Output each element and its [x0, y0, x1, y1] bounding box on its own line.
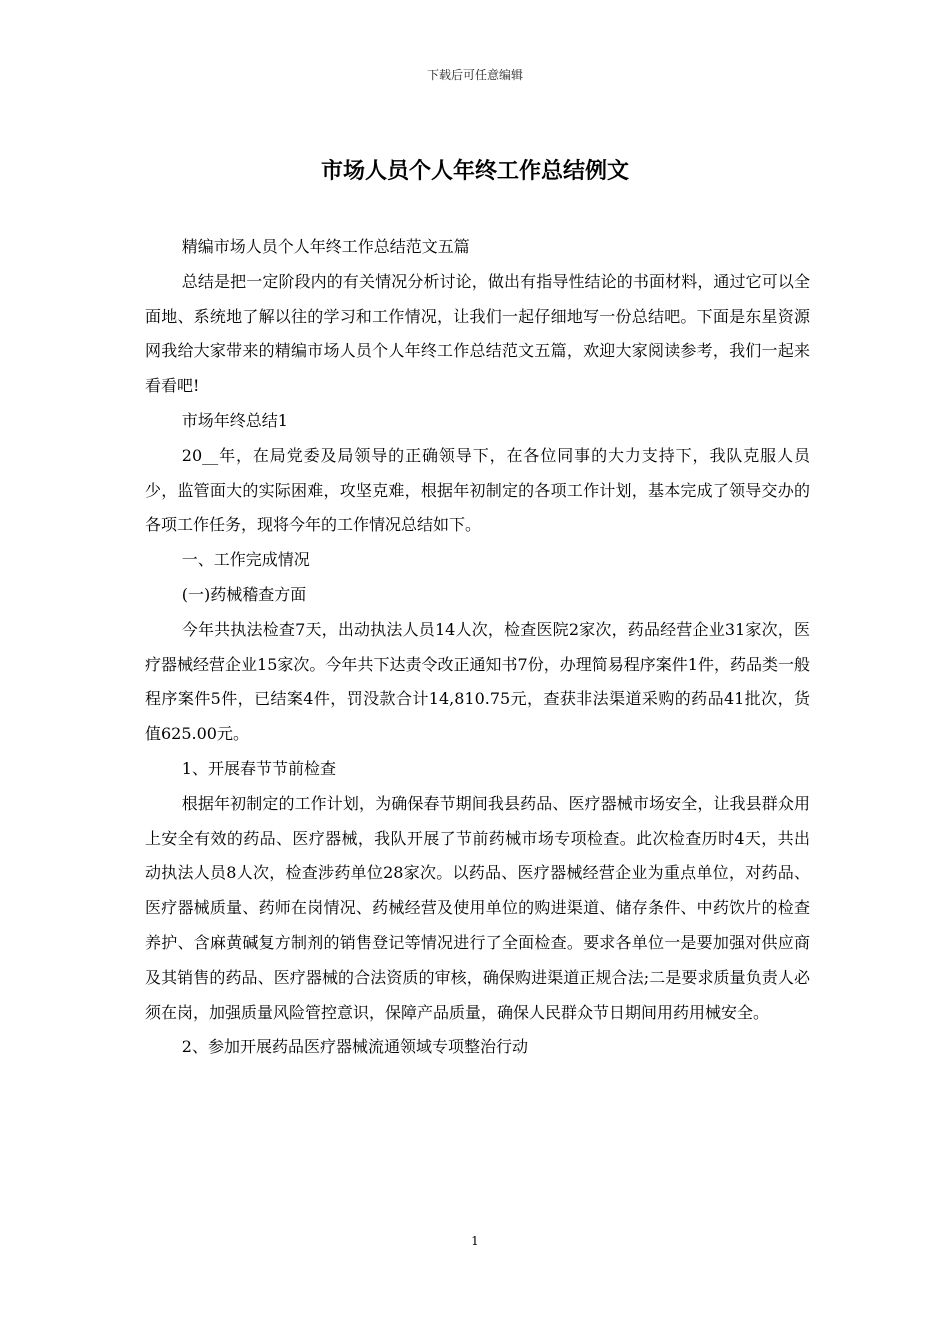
header-note: 下载后可任意编辑	[426, 68, 523, 82]
paragraph-intro: 总结是把一定阶段内的有关情况分析讨论，做出有指导性结论的书面材料，通过它可以全面地、系统地了解以往的学习和工作情况，让我们一起仔细地写一份总结吧。下面是东星资源网我给大家带来的精编市场人员个人年终工作总结范文五篇，欢迎大家阅读参考，我们一起来看看吧!	[145, 271, 810, 396]
paragraph: 20__年，在局党委及局领导的正确领导下，在各位同事的大力支持下，我队克服人员少，监管面大的实际困难，攻坚克难，根据年初制定的各项工作计划，基本完成了领导交办的各项工作任务，现将今年的工作情况总结如下。	[145, 445, 810, 535]
section-heading: 市场年终总结1	[181, 410, 288, 430]
document-title: 市场人员个人年终工作总结例文	[320, 158, 629, 184]
paragraph-subtitle: 精编市场人员个人年终工作总结范文五篇	[181, 237, 470, 256]
page-number: 1	[471, 1234, 479, 1248]
section-heading: (一)药械稽查方面	[181, 584, 307, 604]
section-heading: 一、工作完成情况	[181, 550, 310, 570]
paragraph: 根据年初制定的工作计划，为确保春节期间我县药品、医疗器械市场安全，让我县群众用上安全有效的药品、医疗器械，我队开展了节前药械市场专项检查。此次检查历时4天，共出动执法人员8人次，检查涉药单位28家次。以药品、医疗器械经营企业为重点单位，对药品、医疗器械质量、药师在岗情况、药械经营及使用单位的购进渠道、储存条件、中药饮片的检查养护、含麻黄碱复方制剂的销售登记等情况进行了全面检查。要求各单位一是要加强对供应商及其销售的药品、医疗器械的合法资质的审核，确保购进渠道正规合法;二是要求质量负责人必须在岗，加强质量风险管控意识，保障产品质量，确保人民群众节日期间用药用械安全。	[145, 793, 810, 1022]
section-heading: 1、开展春节节前检查	[181, 758, 336, 778]
paragraph: 今年共执法检查7天，出动执法人员14人次，检查医院2家次，药品经营企业31家次，医疗器械经营企业15家次。今年共下达责令改正通知书7份，办理简易程序案件1件，药品类一般程序案件5件，已结案4件，罚没款合计14,810.75元，查获非法渠道采购的药品41批次，货值625.00元。	[145, 619, 810, 744]
document-body	[145, 230, 810, 1065]
section-heading: 2、参加开展药品医疗器械流通领域专项整治行动	[181, 1037, 528, 1057]
